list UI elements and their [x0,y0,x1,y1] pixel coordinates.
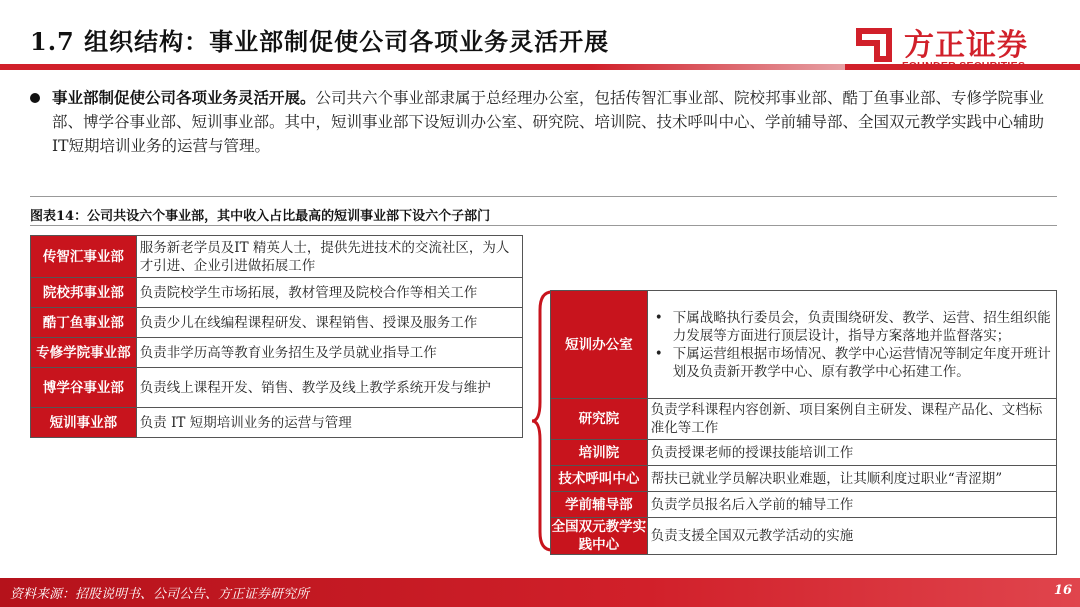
division-name: 院校邦事业部 [31,278,137,308]
division-name: 酷丁鱼事业部 [31,308,137,338]
sub-department-name: 全国双元教学实践中心 [551,519,647,553]
source-note: 资料来源：招股说明书、公司公告、方正证券研究所 [10,587,310,602]
sub-department-item: • 下属战略执行委员会，负责围绕研发、教学、运营、招生组织能力发展等方面进行顶层设计，指导方案落地并监督落实； [651,309,1053,345]
division-row [31,236,523,278]
divisions-table [30,235,523,438]
page-title: 1.7 组织结构：事业部制促使公司各项业务灵活开展 [30,27,610,56]
page-number: 16 [1053,583,1072,598]
logo-text-cn: 方正证券 [904,28,1028,63]
division-name: 专修学院事业部 [31,338,137,368]
division-row [31,338,523,368]
division-name: 博学谷事业部 [31,368,137,408]
sub-department-desc: 负责学员报名后入学前的辅导工作 [647,492,1056,518]
sub-department-desc: 负责学科课程内容创新、项目案例自主研发、课程产品化、文档标准化等工作 [647,399,1056,440]
division-row [31,408,523,438]
sub-department-row [551,291,1057,399]
summary-body: 公司共六个事业部隶属于总经理办公室，包括传智汇事业部、院校邦事业部、酷丁鱼事业部、专修学院事业部、博学谷事业部、短训事业部。其中，短训事业部下设短训办公室、研究院、培训院、技术呼叫中心、学前辅导部、全国双元教学实践中心辅助IT短期培训业务的运营与管理。 [52,89,1045,155]
division-row [31,308,523,338]
sub-department-name: 研究院 [551,399,648,440]
division-row [31,368,523,408]
title-divider [0,64,845,70]
division-desc: 服务新老学员及IT 精英人士，提供先进技术的交流社区，为人才引进、企业引进做拓展工作 [136,236,522,278]
sub-department-name: 学前辅导部 [551,492,648,518]
sub-department-row [551,518,1057,555]
division-name: 短训事业部 [31,408,137,438]
division-desc: 负责院校学生市场拓展，教材管理及院校合作等相关工作 [136,278,522,308]
sub-department-item: • 下属运营组根据市场情况、教学中心运营情况等制定年度开班计划及负责新开教学中心、原有教学中心拓建工作。 [651,345,1053,381]
sub-department-name: 短训办公室 [551,291,648,399]
sub-department-row [551,399,1057,440]
division-desc: 负责线上课程开发、销售、教学及线上教学系统开发与维护 [136,368,522,408]
figure-title: 图表14：公司共设六个事业部，其中收入占比最高的短训事业部下设六个子部门 [30,209,491,224]
footer-bar [0,578,1080,607]
sub-department-row [551,440,1057,466]
summary-paragraph [52,86,1057,158]
sub-department-desc [647,291,1056,399]
division-desc: 负责非学历高等教育业务招生及学员就业指导工作 [136,338,522,368]
division-row [31,278,523,308]
summary-lead: 事业部制促使公司各项业务灵活开展。 [52,88,316,107]
sub-department-desc: 负责支援全国双元教学活动的实施 [647,518,1056,555]
founder-logo-icon [852,22,896,66]
sub-department-name: 培训院 [551,440,648,466]
figure-top-rule [30,196,1057,197]
sub-departments-table [550,290,1057,555]
bullet-icon [30,93,40,103]
title-divider-right [845,64,1080,70]
figure-rule [30,225,1057,226]
sub-department-desc: 帮扶已就业学员解决职业难题，让其顺利度过职业“青涩期” [647,466,1056,492]
sub-department-row [551,492,1057,518]
sub-department-desc: 负责授课老师的授课技能培训工作 [647,440,1056,466]
division-name: 传智汇事业部 [31,236,137,278]
division-desc: 负责 IT 短期培训业务的运营与管理 [136,408,522,438]
division-desc: 负责少儿在线编程课程研发、课程销售、授课及服务工作 [136,308,522,338]
sub-department-row [551,466,1057,492]
sub-department-name: 技术呼叫中心 [551,466,648,492]
